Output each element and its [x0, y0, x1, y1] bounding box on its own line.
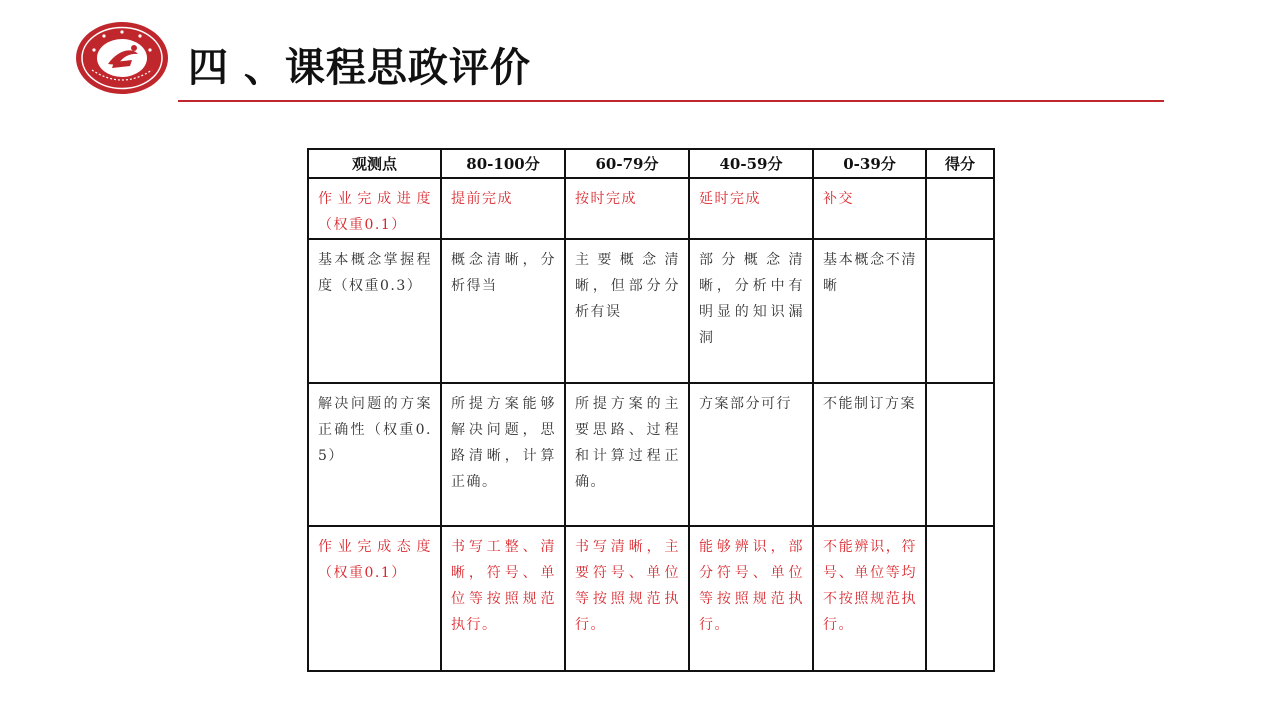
cell-text: 按时完成 [575, 191, 637, 207]
slide-title: 四 、课程思政评价 [188, 45, 531, 91]
table-row [308, 178, 994, 239]
university-seal-logo [74, 20, 170, 96]
row-level-cell [813, 526, 926, 671]
row-observation-point [308, 178, 441, 239]
rubric-table [307, 148, 995, 672]
table-row [308, 526, 994, 671]
cell-text: 方案部分可行 [699, 396, 792, 412]
cell-text: 作业完成进度（权重0.1） [318, 191, 432, 233]
rubric-table-container [307, 148, 995, 672]
row-level-cell [441, 239, 565, 383]
row-level-cell [689, 526, 813, 671]
cell-text: 部分概念清晰，分析中有明显的知识漏洞 [699, 252, 804, 346]
header-score: 得分 [926, 149, 994, 178]
score-value [927, 384, 993, 391]
row-level-cell [813, 383, 926, 526]
cell-text: 不能辨识，符号、单位等均不按照规范执行。 [823, 539, 917, 633]
cell-text: 所提方案能够解决问题，思路清晰，计算正确。 [451, 396, 556, 490]
header-level-60-79: 60-79分 [565, 149, 689, 178]
row-level-cell [565, 178, 689, 239]
score-value [927, 179, 993, 186]
row-observation-point [308, 239, 441, 383]
header-level-40-59: 40-59分 [689, 149, 813, 178]
row-score-cell [926, 526, 994, 671]
row-observation-point [308, 526, 441, 671]
row-observation-point [308, 383, 441, 526]
cell-text: 书写工整、清晰，符号、单位等按照规范执行。 [451, 539, 556, 633]
table-row [308, 383, 994, 526]
row-level-cell [441, 526, 565, 671]
cell-text: 能够辨识，部分符号、单位等按照规范执行。 [699, 539, 804, 633]
cell-text: 提前完成 [451, 191, 513, 207]
header-level-80-100: 80-100分 [441, 149, 565, 178]
row-level-cell [565, 526, 689, 671]
row-level-cell [813, 178, 926, 239]
table-row [308, 239, 994, 383]
row-level-cell [813, 239, 926, 383]
row-level-cell [441, 178, 565, 239]
row-level-cell [441, 383, 565, 526]
score-value [927, 240, 993, 247]
cell-text: 概念清晰，分析得当 [451, 252, 556, 294]
cell-text: 解决问题的方案正确性（权重0.5） [318, 396, 432, 464]
cell-text: 基本概念掌握程度（权重0.3） [318, 252, 432, 294]
row-level-cell [565, 239, 689, 383]
cell-text: 基本概念不清晰 [823, 252, 917, 294]
row-level-cell [689, 178, 813, 239]
cell-text: 延时完成 [699, 191, 761, 207]
row-level-cell [689, 239, 813, 383]
row-score-cell [926, 239, 994, 383]
header-level-0-39: 0-39分 [813, 149, 926, 178]
cell-text: 所提方案的主要思路、过程和计算过程正确。 [575, 396, 680, 490]
cell-text: 作业完成态度（权重0.1） [318, 539, 432, 581]
cell-text: 补交 [823, 191, 854, 207]
cell-text: 不能制订方案 [823, 396, 916, 412]
row-score-cell [926, 178, 994, 239]
table-header-row [308, 149, 994, 178]
cell-text: 主要概念清晰，但部分分析有误 [575, 252, 680, 320]
row-level-cell [565, 383, 689, 526]
score-value [927, 527, 993, 534]
header-observation-point: 观测点 [308, 149, 441, 178]
title-divider [178, 100, 1164, 102]
row-level-cell [689, 383, 813, 526]
cell-text: 书写清晰，主要符号、单位等按照规范执行。 [575, 539, 680, 633]
row-score-cell [926, 383, 994, 526]
